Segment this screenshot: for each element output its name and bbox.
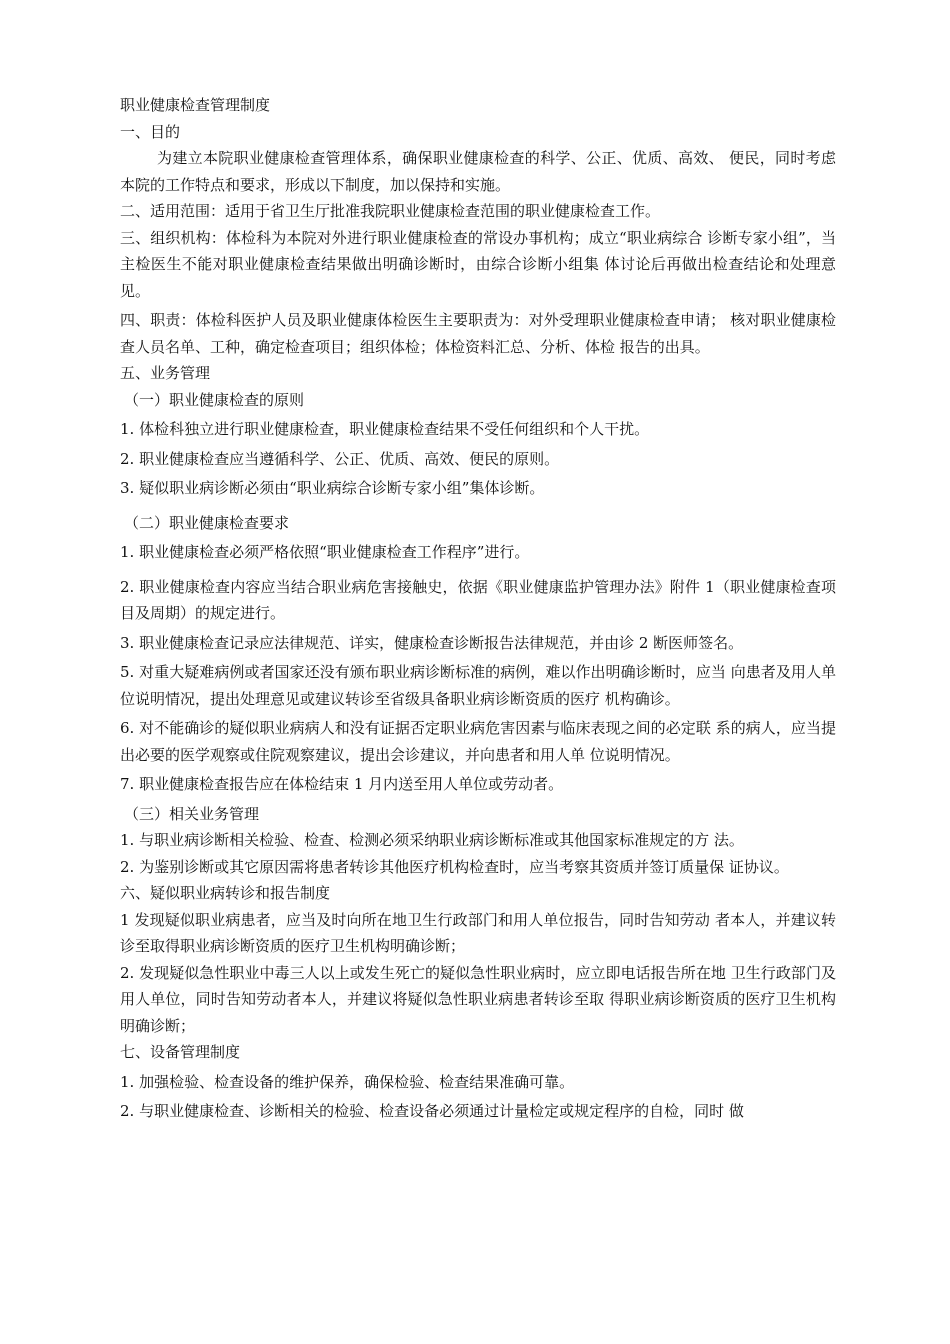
section-3-paragraph: 三、组织机构：体检科为本院对外进行职业健康检查的常设办事机构；成立“职业病综合 诊断专家小组”，当主检医生不能对职业健康检查结果做出明确诊断时，由综合诊断小组集 体讨论后再做出检查结论和处理意见。 [120, 228, 836, 300]
section-1-heading: 一、目的 [120, 122, 181, 141]
section-5-1-item: 2. 职业健康检查应当遵循科学、公正、优质、高效、便民的原则。 [120, 449, 560, 468]
section-5-heading: 五、业务管理 [120, 364, 211, 382]
section-5-2-item: 7. 职业健康检查报告应在体检结束 1 月内送至用人单位或劳动者。 [120, 775, 564, 793]
section-7-item: 2. 与职业健康检查、诊断相关的检验、检查设备必须通过计量检定或规定程序的自检，同时 做 [120, 1102, 744, 1120]
section-2-paragraph: 二、适用范围：适用于省卫生厅批准我院职业健康检查范围的职业健康检查工作。 [120, 202, 661, 220]
section-1-body: 为建立本院职业健康检查管理体系，确保职业健康检查的科学、公正、优质、高效、 便民，同时考虑本院的工作特点和要求，形成以下制度，加以保持和实施。 [120, 149, 836, 194]
section-5-3-heading: （三）相关业务管理 [124, 804, 260, 823]
document-title: 职业健康检查管理制度 [120, 96, 271, 114]
section-6-heading: 六、疑似职业病转诊和报告制度 [120, 884, 331, 902]
section-5-2-item: 6. 对不能确诊的疑似职业病病人和没有证据否定职业病危害因素与临床表现之间的必定联 系的病人，应当提出必要的医学观察或住院观察建议，提出会诊建议，并向患者和用人单 位说明情况。 [120, 719, 836, 764]
section-6-item: 1 发现疑似职业病患者，应当及时向所在地卫生行政部门和用人单位报告，同时告知劳动 者本人，并建议转诊至取得职业病诊断资质的医疗卫生机构明确诊断； [120, 910, 836, 955]
section-5-2-item: 5. 对重大疑难病例或者国家还没有颁布职业病诊断标准的病例，难以作出明确诊断时，应当 向患者及用人单位说明情况，提出处理意见或建议转诊至省级具备职业病诊断资质的医疗 机构确诊。 [120, 663, 836, 708]
section-5-2-heading: （二）职业健康检查要求 [124, 513, 290, 532]
section-5-3-item: 2. 为鉴别诊断或其它原因需将患者转诊其他医疗机构检查时，应当考察其资质并签订质量保 证协议。 [120, 857, 789, 876]
section-5-2-item: 2. 职业健康检查内容应当结合职业病危害接触史，依据《职业健康监护管理办法》附件 1（职业健康检查项目及周期）的规定进行。 [120, 577, 836, 622]
section-5-2-item: 3. 职业健康检查记录应法律规范、详实，健康检查诊断报告法律规范，并由诊 2 断医师签名。 [120, 633, 744, 652]
section-7-item: 1. 加强检验、检查设备的维护保养，确保检验、检查结果准确可靠。 [120, 1072, 575, 1091]
section-5-2-item: 1. 职业健康检查必须严格依照“职业健康检查工作程序”进行。 [120, 543, 530, 561]
section-5-1-heading: （一）职业健康检查的原则 [124, 390, 305, 409]
section-4-paragraph: 四、职责：体检科医护人员及职业健康体检医生主要职责为：对外受理职业健康检查申请； 核对职业健康检查人员名单、工种，确定检查项目；组织体检；体检资料汇总、分析、体检 报告的出具。 [120, 311, 836, 356]
section-6-item: 2. 发现疑似急性职业中毒三人以上或发生死亡的疑似急性职业病时，应立即电话报告所在地 卫生行政部门及用人单位，同时告知劳动者本人，并建议将疑似急性职业病患者转诊至取 得职业病诊断资质的医疗卫生机构 明确诊断； [120, 963, 836, 1035]
section-5-1-item: 3. 疑似职业病诊断必须由“职业病综合诊断专家小组”集体诊断。 [120, 479, 545, 497]
section-5-3-item: 1. 与职业病诊断相关检验、检查、检测必须采纳职业病诊断标准或其他国家标准规定的方 法。 [120, 831, 744, 849]
document-page [120, 92, 836, 1125]
section-7-heading: 七、设备管理制度 [120, 1043, 241, 1061]
section-5-1-item: 1. 体检科独立进行职业健康检查，职业健康检查结果不受任何组织和个人干扰。 [120, 420, 650, 438]
